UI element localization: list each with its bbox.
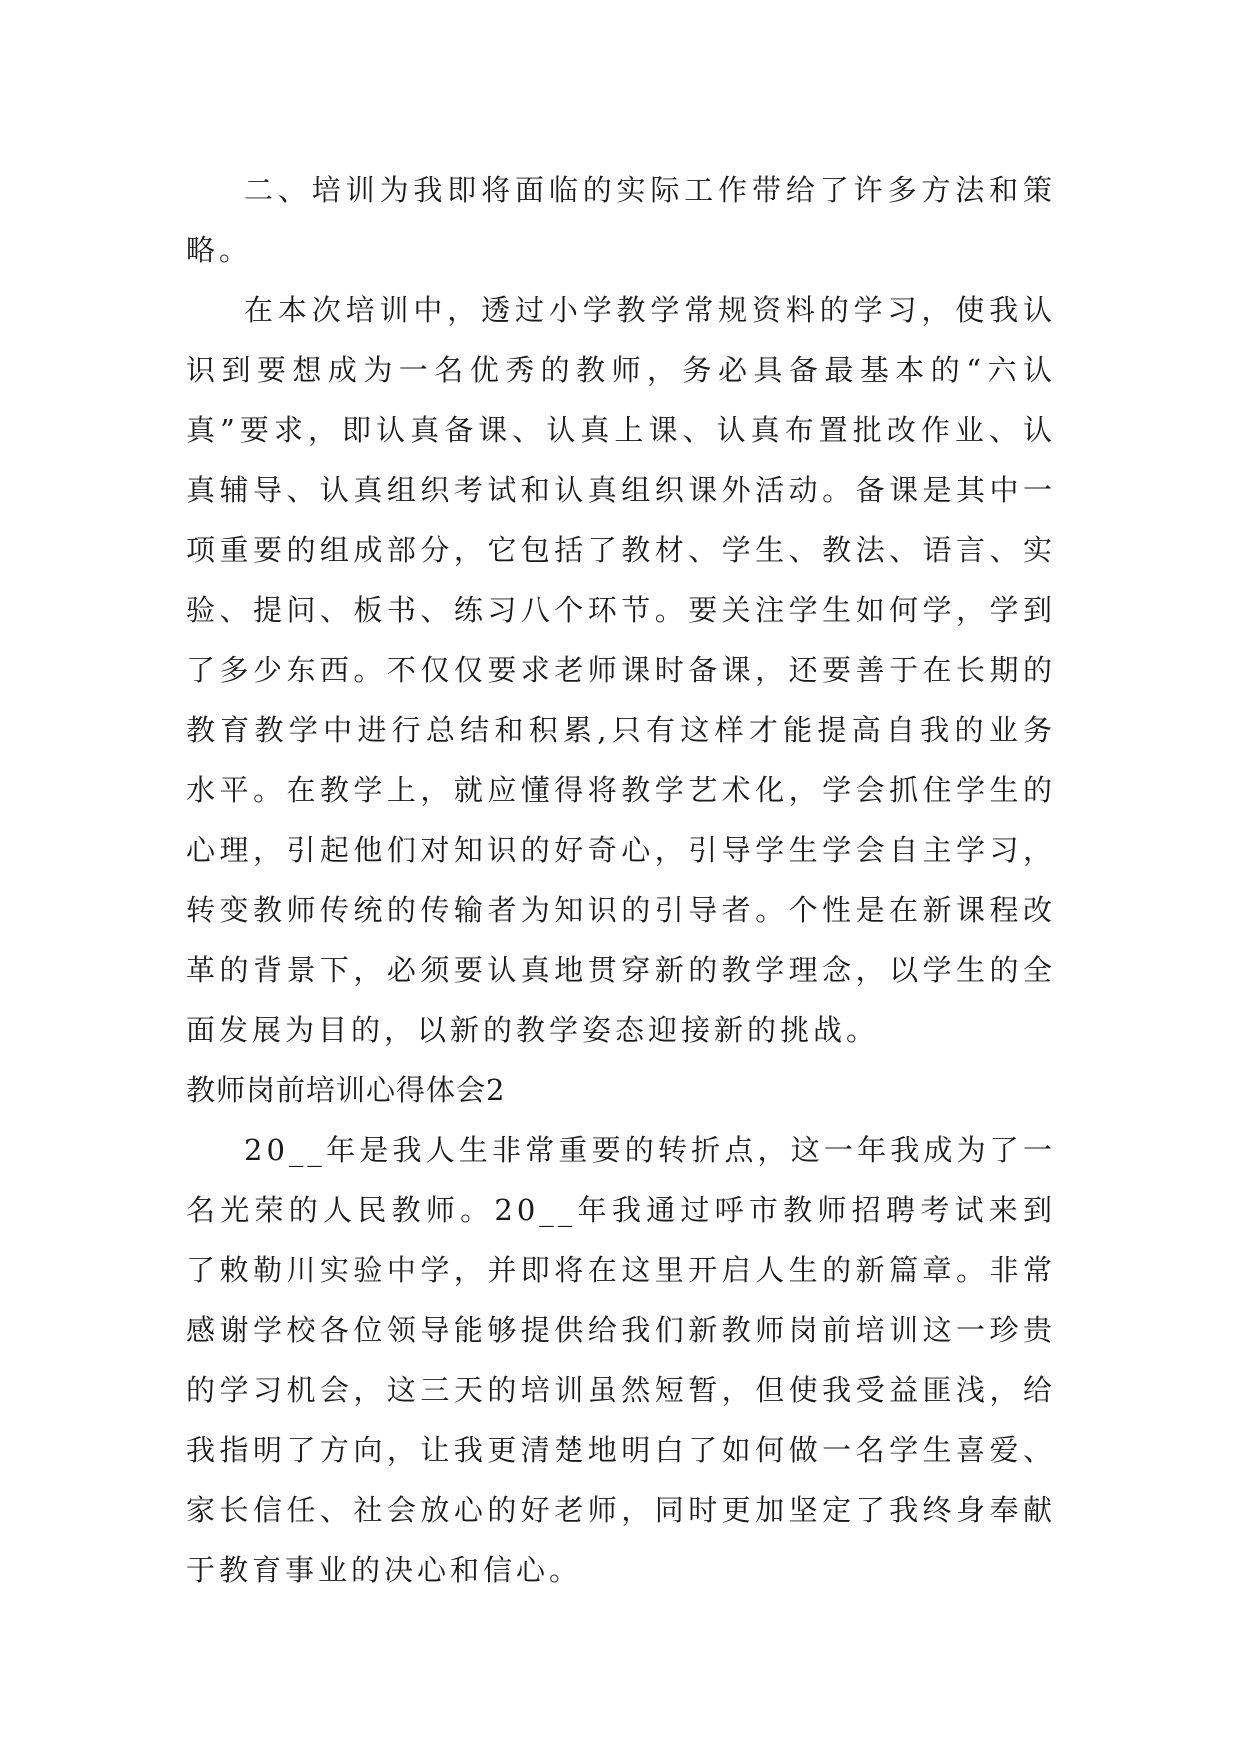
paragraph-section-two-body: 20__年是我人生非常重要的转折点，这一年我成为了一名光荣的人民教师。20__年我通过呼市教师招聘考试来到了敕勒川实验中学，并即将在这里开启人生的新篇章。非常感谢学校各位领导能够提供给我们新教师岗前培训这一珍贵的学习机会，这三天的培训虽然短暂，但使我受益匪浅，给我指明了方向，让我更清楚地明白了如何做一名学生喜爱、家长信任、社会放心的好老师，同时更加坚定了我终身奉献于教育事业的决心和信心。	[186, 1133, 1056, 1587]
paragraph-section-two-heading: 二、培训为我即将面临的实际工作带给了许多方法和策略。	[186, 173, 1056, 267]
document-body	[186, 160, 1056, 1600]
paragraph-training-content: 在本次培训中，透过小学教学常规资料的学习，使我认识到要想成为一名优秀的教师，务必具备最基本的“六认真”要求，即认真备课、认真上课、认真布置批改作业、认真辅导、认真组织考试和认真组织课外活动。备课是其中一项重要的组成部分，它包括了教材、学生、教法、语言、实验、提问、板书、练习八个环节。要关注学生如何学，学到了多少东西。不仅仅要求老师课时备课，还要善于在长期的教育教学中进行总结和积累,只有这样才能提高自我的业务水平。在教学上，就应懂得将教学艺术化，学会抓住学生的心理，引起他们对知识的好奇心，引导学生学会自主学习，转变教师传统的传输者为知识的引导者。个性是在新课程改革的背景下，必须要认真地贯穿新的教学理念，以学生的全面发展为目的，以新的教学姿态迎接新的挑战。	[186, 293, 1056, 1047]
section-title: 教师岗前培训心得体会2	[186, 1073, 506, 1107]
